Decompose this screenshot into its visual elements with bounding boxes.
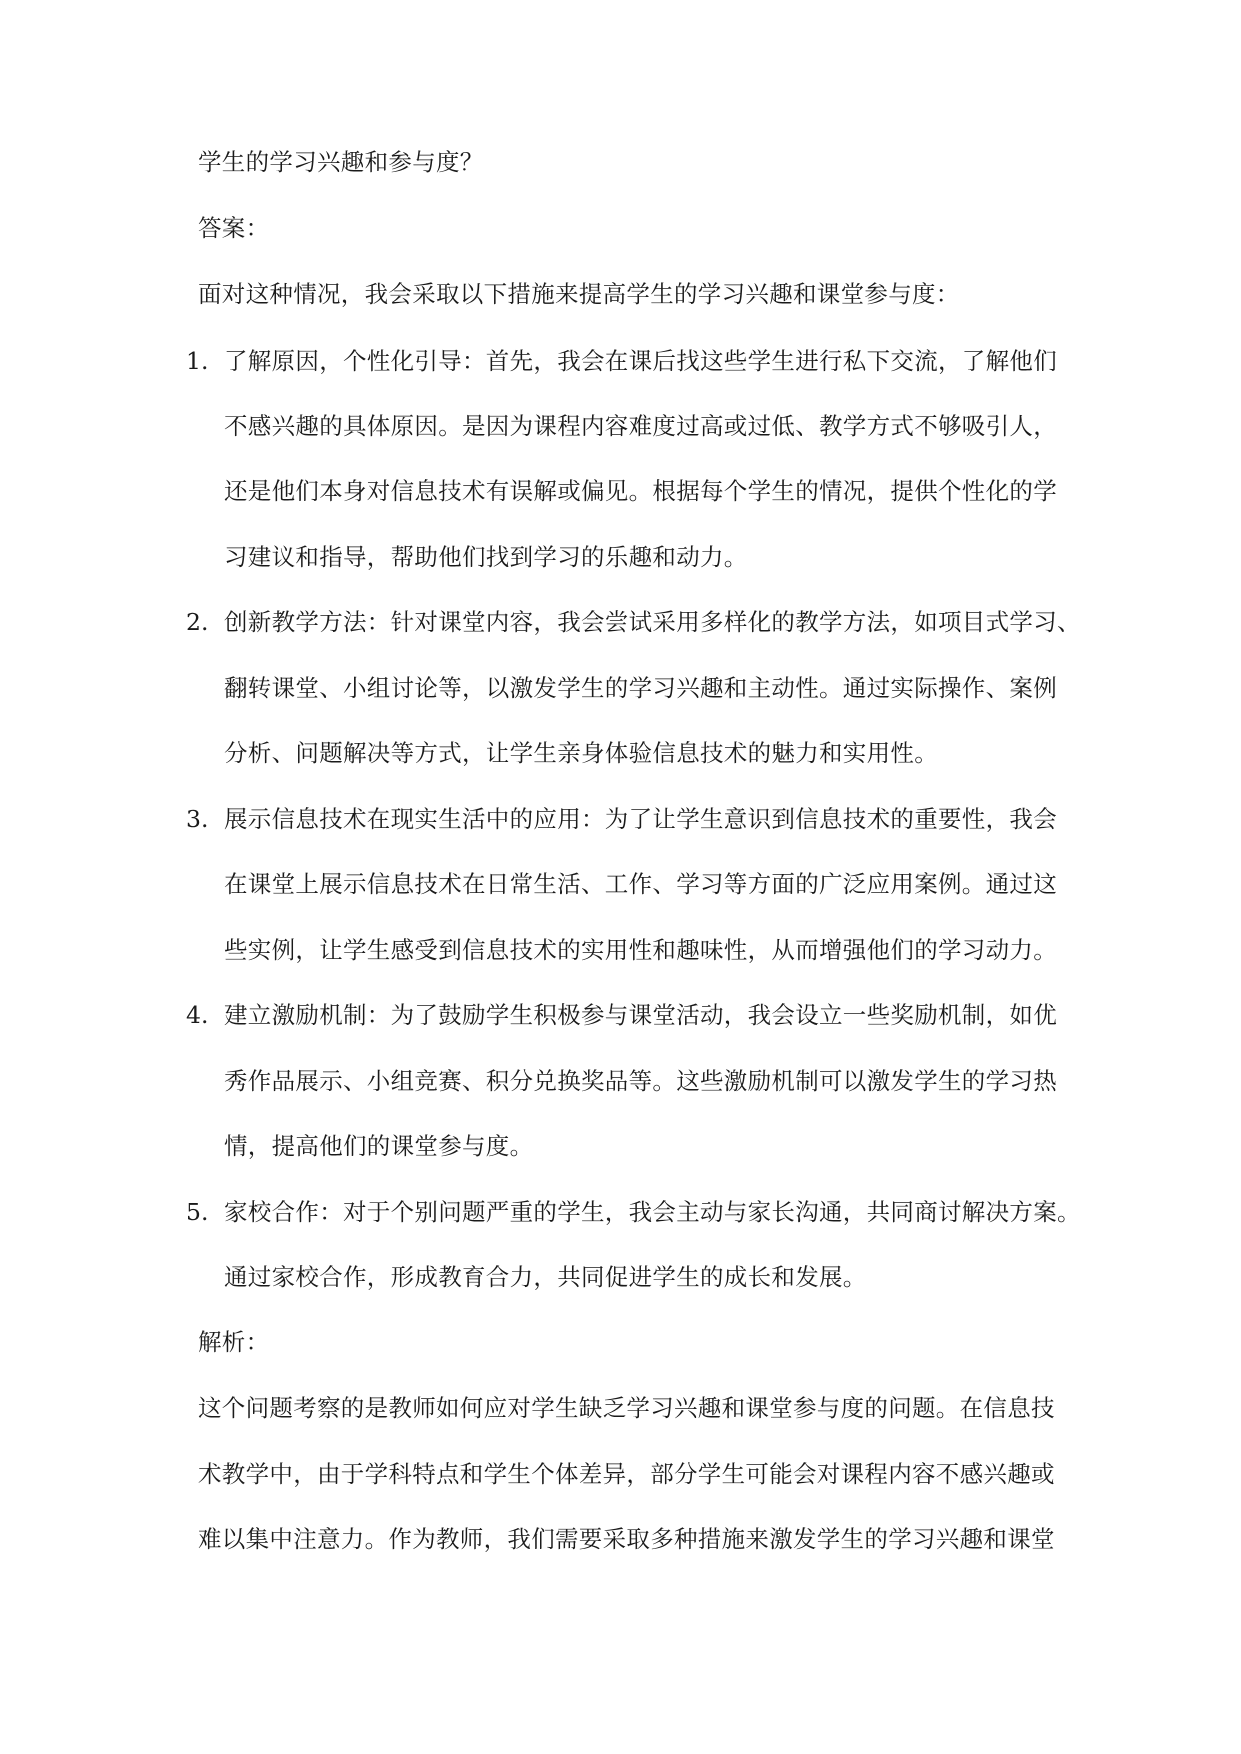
list-item-line: 分析、问题解决等方式，让学生亲身体验信息技术的魅力和实用性。 <box>224 739 938 767</box>
list-item-line: 翻转课堂、小组讨论等，以激发学生的学习兴趣和主动性。通过实际操作、案例 <box>224 674 1057 702</box>
analysis-label: 解析： <box>198 1328 270 1356</box>
list-item-line: 情，提高他们的课堂参与度。 <box>224 1132 534 1160</box>
list-item-number: 1. <box>186 347 209 375</box>
list-item-line: 创新教学方法：针对课堂内容，我会尝试采用多样化的教学方法，如项目式学习、 <box>224 608 1081 636</box>
list-item-line: 建立激励机制：为了鼓励学生积极参与课堂活动，我会设立一些奖励机制，如优 <box>224 1001 1057 1029</box>
list-item-line: 了解原因，个性化引导：首先，我会在课后找这些学生进行私下交流，了解他们 <box>224 347 1057 375</box>
list-item-line: 些实例，让学生感受到信息技术的实用性和趣味性，从而增强他们的学习动力。 <box>224 936 1057 964</box>
list-item-line: 还是他们本身对信息技术有误解或偏见。根据每个学生的情况，提供个性化的学 <box>224 477 1057 505</box>
list-item-line: 不感兴趣的具体原因。是因为课程内容难度过高或过低、教学方式不够吸引人， <box>224 412 1057 440</box>
list-item-line: 习建议和指导，帮助他们找到学习的乐趣和动力。 <box>224 543 748 571</box>
analysis-line: 这个问题考察的是教师如何应对学生缺乏学习兴趣和课堂参与度的问题。在信息技 <box>198 1394 1055 1422</box>
answer-label: 答案： <box>198 214 270 242</box>
list-item-line: 在课堂上展示信息技术在日常生活、工作、学习等方面的广泛应用案例。通过这 <box>224 870 1057 898</box>
list-item-number: 5. <box>186 1198 209 1226</box>
question-tail: 学生的学习兴趣和参与度？ <box>198 148 484 176</box>
list-item-number: 3. <box>186 805 209 833</box>
list-item-number: 2. <box>186 608 209 636</box>
analysis-line: 术教学中，由于学科特点和学生个体差异，部分学生可能会对课程内容不感兴趣或 <box>198 1460 1055 1488</box>
list-item-line: 秀作品展示、小组竞赛、积分兑换奖品等。这些激励机制可以激发学生的学习热 <box>224 1067 1057 1095</box>
list-item-line: 通过家校合作，形成教育合力，共同促进学生的成长和发展。 <box>224 1263 867 1291</box>
list-item-number: 4. <box>186 1001 209 1029</box>
list-item-line: 展示信息技术在现实生活中的应用：为了让学生意识到信息技术的重要性，我会 <box>224 805 1057 833</box>
list-item-line: 家校合作：对于个别问题严重的学生，我会主动与家长沟通，共同商讨解决方案。 <box>224 1198 1081 1226</box>
answer-intro: 面对这种情况，我会采取以下措施来提高学生的学习兴趣和课堂参与度： <box>198 280 960 308</box>
analysis-line: 难以集中注意力。作为教师，我们需要采取多种措施来激发学生的学习兴趣和课堂 <box>198 1525 1055 1553</box>
